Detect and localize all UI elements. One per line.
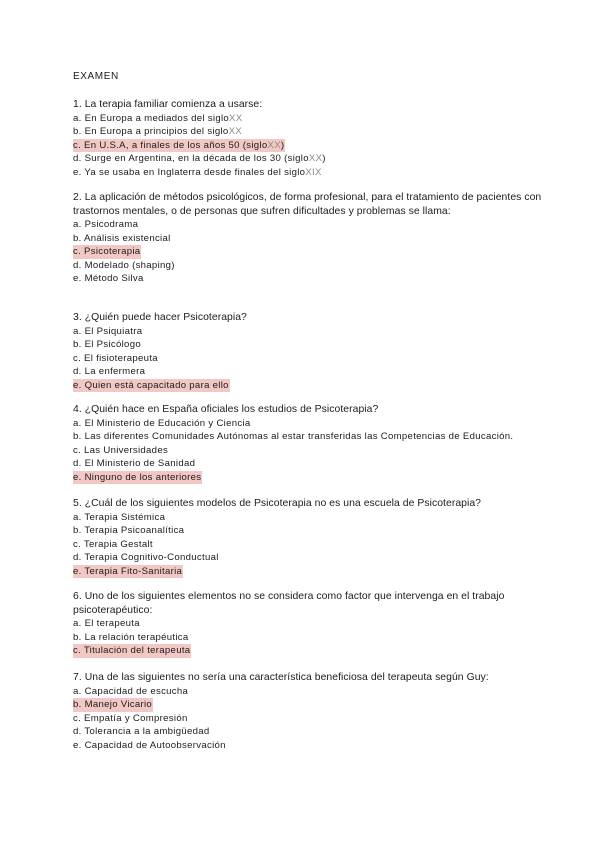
option-a: a. Terapia Sistémica: [73, 511, 166, 523]
option-b: b. Terapia Psicoanalítica: [73, 525, 185, 536]
option-c: c. Las Universidades: [73, 444, 169, 456]
question-text: 4. ¿Quién hace en España oficiales los estudios de Psicoterapia?: [73, 404, 379, 415]
option-c: c. Terapia Gestalt: [73, 538, 153, 550]
option-e-correct: e. Ninguno de los anteriores: [73, 471, 202, 483]
option-e-correct: e. Terapia Fito-Sanitaria: [73, 565, 183, 577]
question-text: 5. ¿Cuál de los siguientes modelos de Psicoterapia no es una escuela de Psicoterapia?: [73, 498, 481, 509]
question-text: 6. Uno de los siguientes elementos no se considera como factor que intervenga en el trabajo psicoterapéutico:: [73, 591, 505, 616]
question-4: [73, 403, 543, 484]
option-d: d. Terapia Cognitivo-Conductual: [73, 552, 219, 563]
option-e: e. Ya se usaba en Inglaterra desde finales del sigloXIX: [73, 166, 322, 178]
option-d: d. Modelado (shaping): [73, 259, 175, 271]
option-e-correct: e. Quien está capacitado para ello: [73, 379, 229, 391]
option-a: a. El Psiquiatra: [73, 325, 143, 337]
option-a: a. Psicodrama: [73, 219, 139, 230]
question-5: [73, 497, 543, 578]
option-c-correct: c. Titulación del terapeuta: [73, 645, 191, 656]
option-b: b. Análisis existencial: [73, 232, 171, 244]
option-d: d. Surge en Argentina, en la década de los 30 (sigloXX): [73, 153, 326, 164]
option-c: c. Empatía y Compresión: [73, 712, 188, 724]
option-a: a. El terapeuta: [73, 618, 140, 629]
question-6: [73, 590, 543, 658]
question-text: 7. Una de las siguientes no sería una característica beneficiosa del terapeuta según Guy:: [73, 672, 489, 683]
question-2: [73, 191, 543, 286]
document-title: EXAMEN: [73, 71, 119, 82]
question-text: 2. La aplicación de métodos psicológicos, de forma profesional, para el tratamiento de pacientes con trastornos mentales, o de personas que sufren dificultades y problemas se llama:: [73, 192, 542, 217]
option-d: d. El Ministerio de Sanidad: [73, 458, 196, 469]
question-text: 3. ¿Quién puede hacer Psicoterapia?: [73, 312, 247, 323]
option-d: d. Tolerancia a la ambigüedad: [73, 726, 210, 737]
option-e: e. Método Silva: [73, 273, 144, 284]
option-e: e. Capacidad de Autoobservación: [73, 739, 226, 751]
question-1: [73, 98, 543, 179]
option-a: a. En Europa a mediados del sigloXX: [73, 112, 243, 124]
option-b: b. Las diferentes Comunidades Autónomas al estar transferidas las Competencias de Educación.: [73, 431, 514, 442]
option-a: a. Capacidad de escucha: [73, 685, 189, 697]
question-3: [73, 311, 543, 392]
option-a: a. El Ministerio de Educación y Ciencia: [73, 417, 251, 429]
option-d: d. La enfermera: [73, 366, 146, 377]
option-c-correct: c. Psicoterapia: [73, 246, 141, 257]
option-b: b. El Psicólogo: [73, 339, 141, 350]
question-text: 1. La terapia familiar comienza a usarse:: [73, 99, 263, 110]
option-b: b. La relación terapéutica: [73, 631, 189, 643]
option-c-correct: c. En U.S.A, a finales de los años 50 (sigloXX): [73, 139, 285, 151]
option-c: c. El fisioterapeuta: [73, 352, 158, 364]
question-7: [73, 671, 543, 752]
option-b: b. En Europa a principios del sigloXX: [73, 126, 242, 137]
option-b-correct: b. Manejo Vicario: [73, 699, 153, 710]
